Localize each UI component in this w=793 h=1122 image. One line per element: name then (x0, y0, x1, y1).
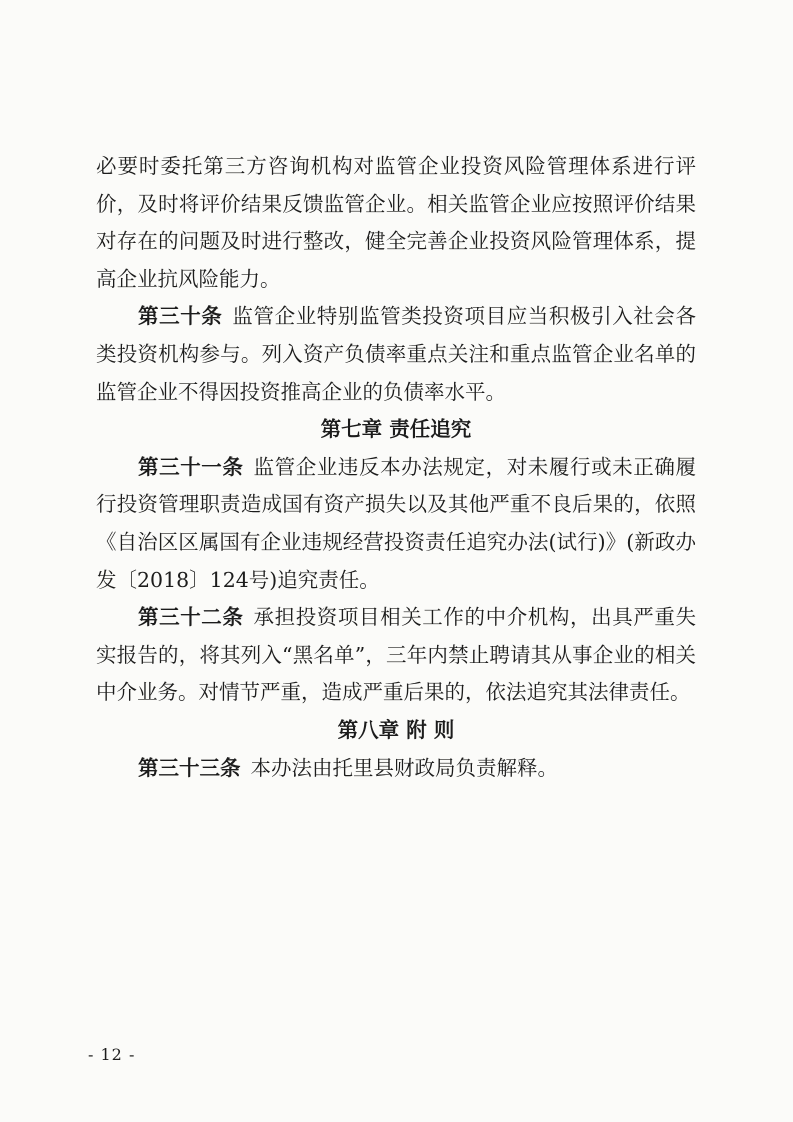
paragraph-1 (96, 148, 696, 298)
chapter-8-heading: 第八章 附 则 (337, 717, 455, 742)
article-heading: 第三十二条 (138, 605, 244, 630)
article-heading: 第三十一条 (138, 454, 244, 479)
article-text: 本办法由托里县财政局负责解释。 (250, 755, 558, 780)
article-30 (96, 298, 696, 411)
article-31 (96, 449, 696, 599)
document-body (96, 148, 696, 787)
article-heading: 第三十条 (138, 304, 223, 329)
article-text: 监管企业特别监管类投资项目应当积极引入社会各类投资机构参与。列入资产负债率重点关注和重点监管企业名单的监管企业不得因投资推高企业的负债率水平。 (96, 304, 697, 404)
article-32 (96, 599, 696, 712)
article-text: 承担投资项目相关工作的中介机构，出具严重失实报告的，将其列入“黑名单”，三年内禁止聘请其从事企业的相关中介业务。对情节严重，造成严重后果的，依法追究其法律责任。 (96, 605, 696, 705)
page-number: - 12 - (88, 1045, 136, 1064)
article-33 (96, 750, 696, 788)
paragraph-text: 必要时委托第三方咨询机构对监管企业投资风险管理体系进行评价，及时将评价结果反馈监管企业。相关监管企业应按照评价结果对存在的问题及时进行整改，健全完善企业投资风险管理体系，提高企业抗风险能力。 (96, 154, 696, 291)
article-text: 监管企业违反本办法规定，对未履行或未正确履行投资管理职责造成国有资产损失以及其他严重不良后果的，依照《自治区区属国有企业违规经营投资责任追究办法(试行)》(新政办发〔2018〕124号)追究责任。 (96, 454, 696, 592)
chapter-7-heading: 第七章 责任追究 (320, 417, 472, 442)
article-heading: 第三十三条 (138, 755, 241, 780)
